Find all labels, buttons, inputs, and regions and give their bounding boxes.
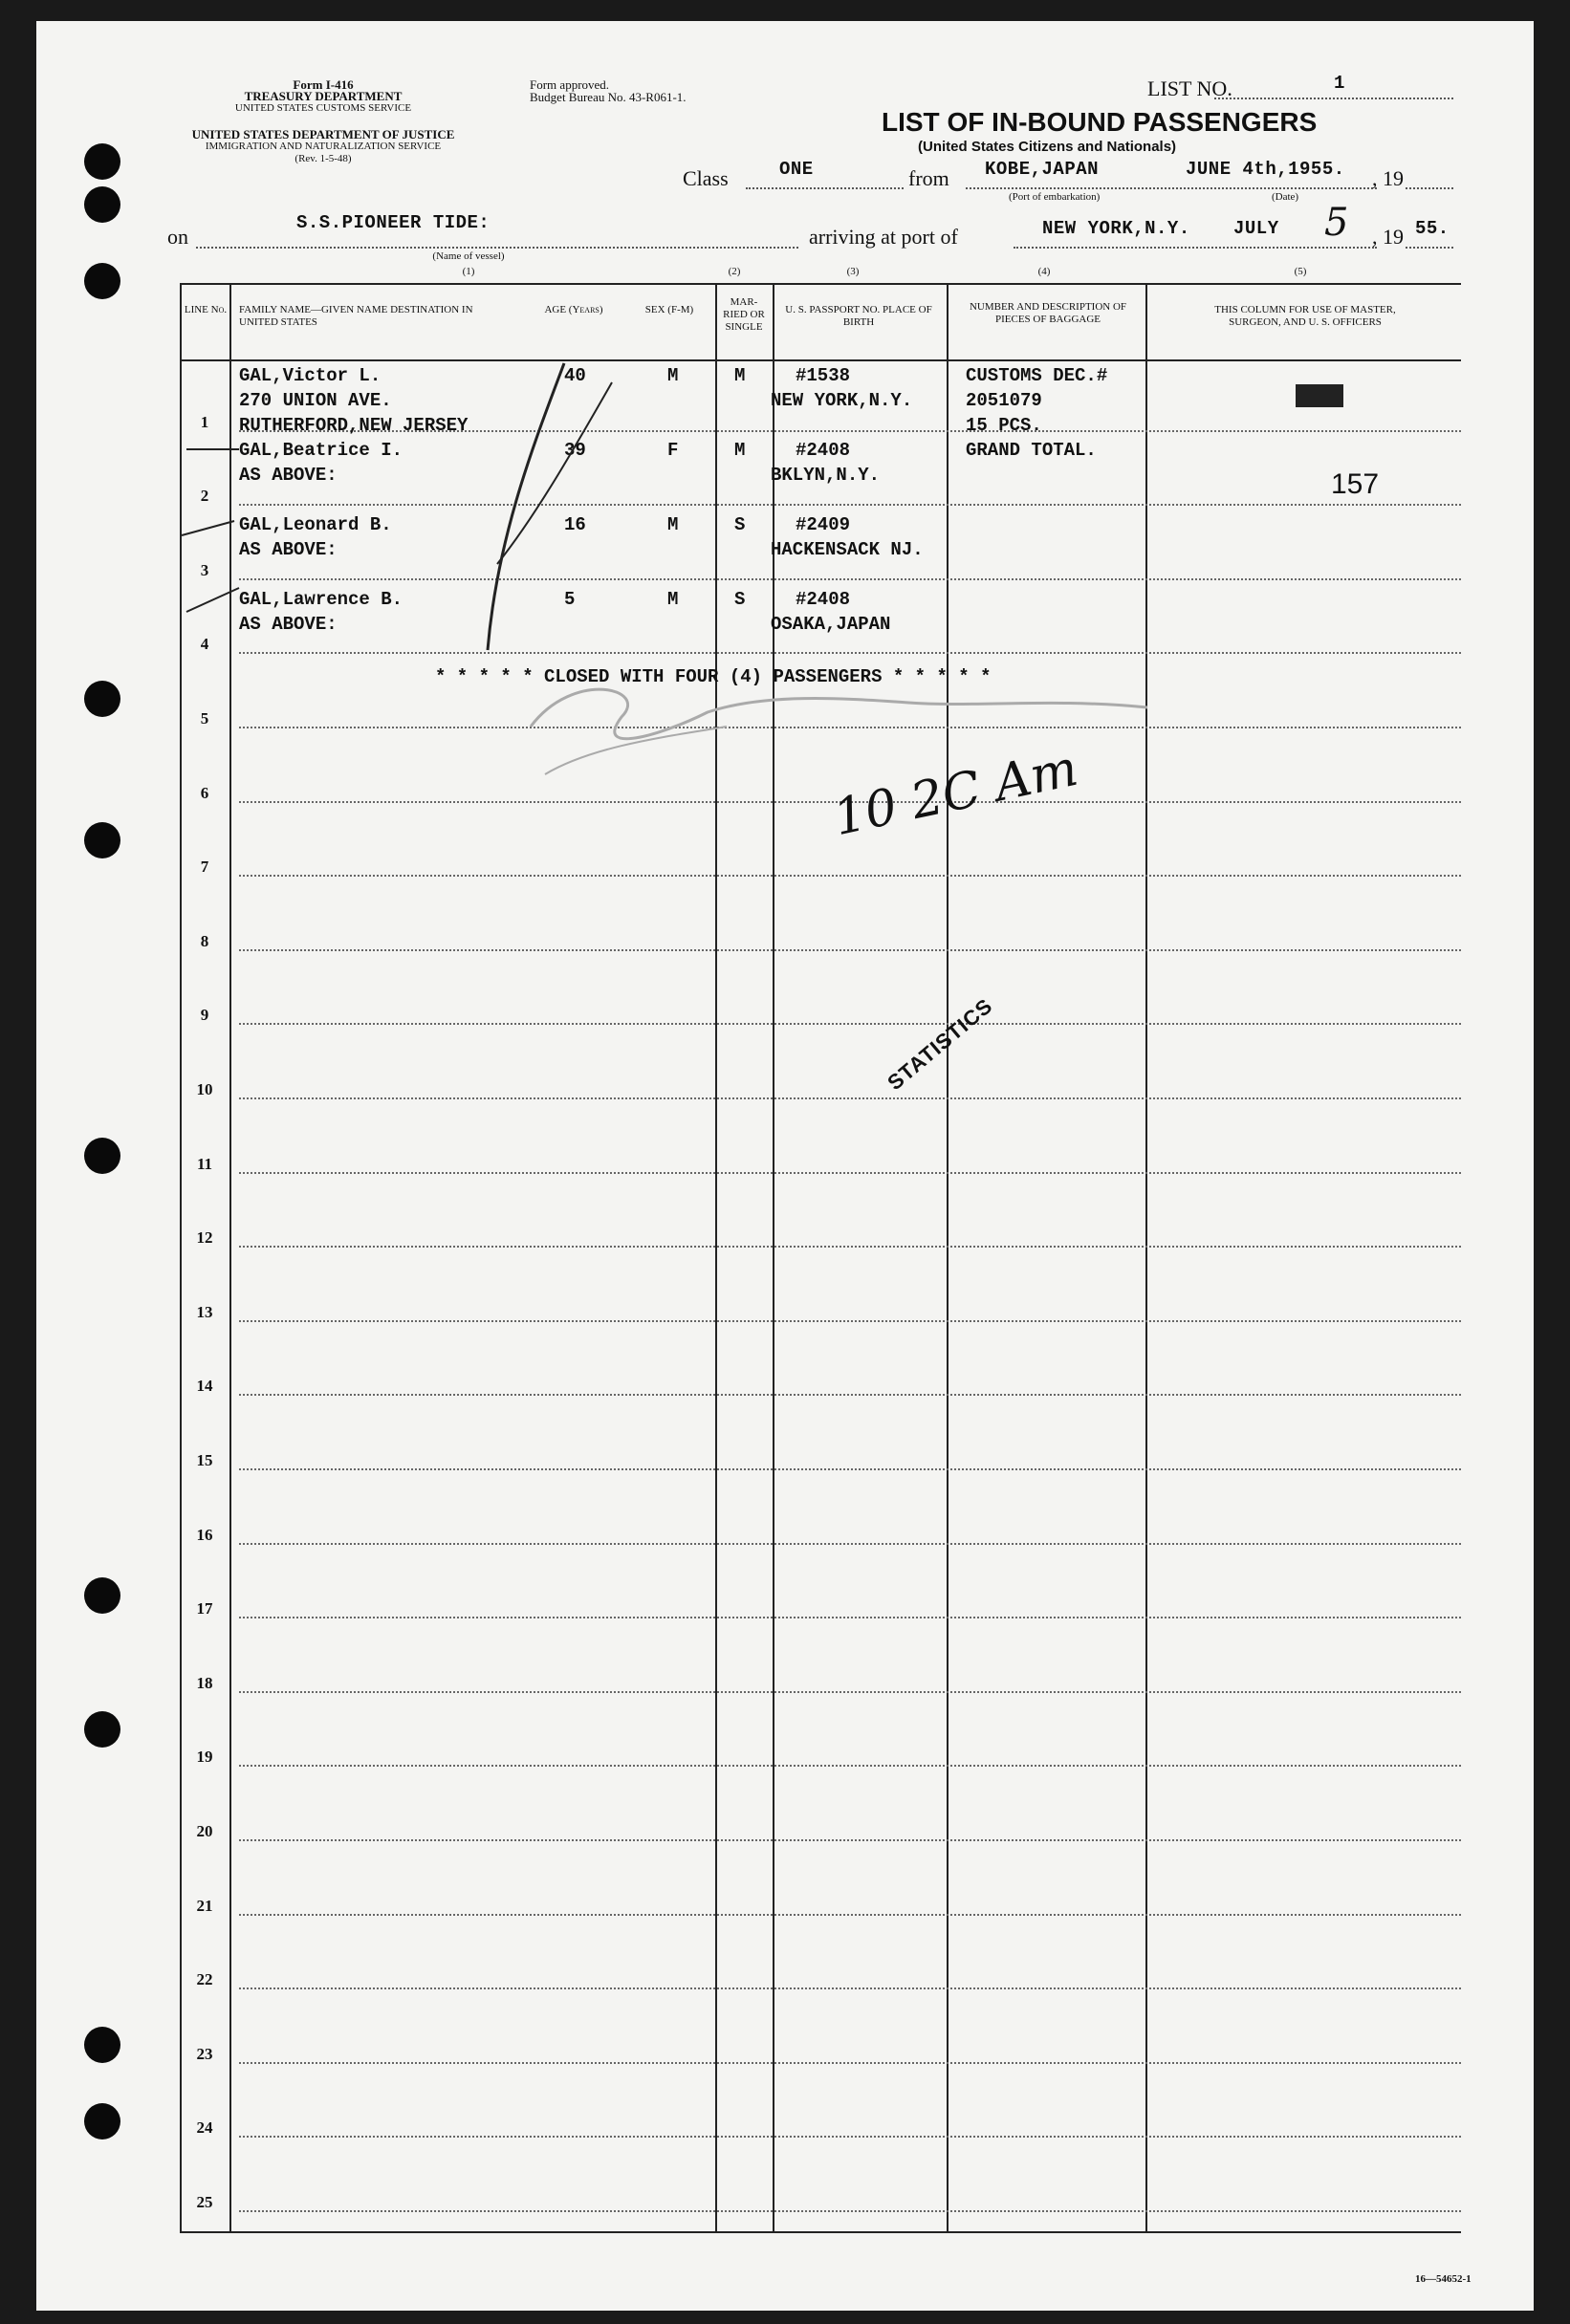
- line-number: 5: [200, 709, 209, 728]
- arriving-label: arriving at port of: [809, 225, 958, 249]
- line-number: 22: [196, 1970, 213, 1989]
- justice-dept: UNITED STATES DEPARTMENT OF JUSTICE: [191, 127, 455, 141]
- passenger-sex: M: [667, 589, 679, 610]
- line-number: 7: [200, 858, 209, 877]
- list-no-label: LIST NO.: [1147, 76, 1232, 100]
- col-header-married: MAR- RIED OR SINGLE: [723, 296, 765, 333]
- line-number: 12: [196, 1228, 213, 1248]
- class-label: Class: [683, 166, 729, 190]
- passenger-birthplace: NEW YORK,N.Y.: [771, 390, 913, 411]
- customs-service: UNITED STATES CUSTOMS SERVICE: [234, 102, 412, 114]
- line-number: 19: [196, 1748, 213, 1767]
- baggage-dec-number: 2051079: [966, 390, 1042, 411]
- baggage-customs-dec: CUSTOMS DEC.#: [966, 365, 1108, 386]
- passenger-passport: #2408: [796, 440, 851, 461]
- line-number: 2: [200, 487, 209, 506]
- col-header-baggage: NUMBER AND DESCRIPTION OF PIECES OF BAGGAGE: [969, 301, 1127, 325]
- passenger-sex: M: [667, 365, 679, 386]
- line-number: 1: [200, 412, 209, 431]
- arrival-day: 5: [1324, 201, 1349, 245]
- passenger-sex: F: [667, 440, 679, 461]
- embarkation-date: JUNE 4th,1955.: [1186, 159, 1345, 180]
- closing-statement: * * * * * CLOSED WITH FOUR (4) PASSENGERS * * * * *: [435, 666, 992, 687]
- vessel-name: S.S.PIONEER TIDE:: [296, 212, 491, 233]
- passenger-destination: AS ABOVE:: [239, 614, 338, 635]
- treasury-dept: TREASURY DEPARTMENT: [244, 89, 403, 103]
- line-number: 8: [200, 931, 209, 950]
- line-number: 20: [196, 1822, 213, 1840]
- line-number: 11: [196, 1154, 213, 1173]
- arrival-year: 55.: [1415, 218, 1450, 239]
- line-number: 23: [196, 2044, 213, 2063]
- line-number: 3: [200, 560, 209, 579]
- baggage-pieces: 15 PCS.: [966, 415, 1042, 436]
- from-label: from: [908, 166, 949, 190]
- line-number: 13: [196, 1302, 213, 1321]
- signature: [531, 689, 1147, 739]
- col-header-sex: SEX (F-M): [644, 304, 694, 315]
- passenger-sex: M: [667, 514, 679, 535]
- ins-service: IMMIGRATION AND NATURALIZATION SERVICE: [205, 141, 442, 152]
- line-number: 6: [200, 783, 209, 802]
- line-number: 24: [196, 2118, 213, 2138]
- line-number: 4: [200, 635, 209, 654]
- statistics-stamp: STATISTICS: [883, 993, 997, 1096]
- col-header-officers: THIS COLUMN FOR USE OF MASTER, SURGEON, AND U. S. OFFICERS: [1214, 304, 1396, 328]
- col-index-4: (4): [1037, 266, 1051, 277]
- page-subtitle: (United States Citizens and Nationals): [918, 139, 1177, 155]
- class-value: ONE: [779, 159, 814, 180]
- passenger-passport: #2409: [796, 514, 851, 535]
- col-header-passport: U. S. PASSPORT NO. PLACE OF BIRTH: [785, 304, 932, 328]
- arrival-month: JULY: [1233, 218, 1279, 239]
- col-header-name: FAMILY NAME—GIVEN NAME DESTINATION IN UNITED STATES: [239, 304, 473, 328]
- passenger-destination: AS ABOVE:: [239, 465, 338, 486]
- handwritten-time: 10 2C Am: [828, 739, 1083, 848]
- line-number: 15: [196, 1451, 213, 1469]
- col-index-1: (1): [462, 266, 475, 277]
- officer-count: 157: [1331, 468, 1380, 500]
- passenger-name: GAL,Lawrence B.: [239, 589, 403, 610]
- passenger-destination: AS ABOVE:: [239, 539, 338, 560]
- passenger-destination: 270 UNION AVE.: [239, 390, 392, 411]
- passenger-passport: #2408: [796, 589, 851, 610]
- year-prefix: , 19: [1372, 166, 1404, 190]
- arrival-year-prefix: , 19: [1372, 225, 1404, 249]
- line-number: 16: [196, 1525, 213, 1544]
- line-number: 18: [196, 1673, 213, 1692]
- footer-code: 16—54652-1: [1415, 2273, 1472, 2285]
- passenger-marital-status: M: [734, 365, 746, 386]
- pen-stroke: [488, 363, 564, 650]
- arrival-port: NEW YORK,N.Y.: [1042, 218, 1190, 239]
- list-no-value: 1: [1334, 73, 1345, 94]
- line-number: 25: [196, 2193, 213, 2211]
- form-approved: Form approved.: [530, 77, 610, 92]
- passenger-age: 40: [564, 365, 586, 386]
- passenger-destination-2: RUTHERFORD,NEW JERSEY: [239, 415, 469, 436]
- line-number: 10: [196, 1080, 213, 1098]
- passenger-marital-status: S: [734, 514, 746, 535]
- page-title: LIST OF IN-BOUND PASSENGERS: [882, 107, 1318, 137]
- vessel-caption: (Name of vessel): [432, 250, 505, 262]
- passenger-marital-status: S: [734, 589, 746, 610]
- passenger-name: GAL,Beatrice I.: [239, 440, 403, 461]
- on-label: on: [167, 225, 188, 249]
- tick-marks: [182, 449, 239, 612]
- col-header-line: LINE No.: [184, 304, 228, 315]
- signature-underline: [545, 727, 727, 774]
- baggage-grand-total: GRAND TOTAL.: [966, 440, 1097, 461]
- port-caption: (Port of embarkation): [1009, 191, 1101, 203]
- revision-date: (Rev. 1-5-48): [294, 153, 352, 164]
- form-number: Form I-416: [293, 77, 354, 92]
- passenger-age: 5: [564, 589, 576, 610]
- passenger-marital-status: M: [734, 440, 746, 461]
- line-number: 14: [196, 1377, 213, 1396]
- pen-stroke: [497, 382, 612, 564]
- passenger-passport: #1538: [796, 365, 851, 386]
- passenger-age: 39: [564, 440, 586, 461]
- passenger-birthplace: OSAKA,JAPAN: [771, 614, 891, 635]
- date-caption: (Date): [1272, 191, 1299, 203]
- passenger-birthplace: HACKENSACK NJ.: [771, 539, 924, 560]
- passenger-name: GAL,Leonard B.: [239, 514, 392, 535]
- col-index-2: (2): [728, 266, 741, 277]
- budget-bureau: Budget Bureau No. 43-R061-1.: [530, 90, 687, 104]
- passenger-name: GAL,Victor L.: [239, 365, 382, 386]
- line-number: 17: [196, 1599, 213, 1618]
- col-index-5: (5): [1294, 266, 1307, 277]
- passenger-birthplace: BKLYN,N.Y.: [771, 465, 881, 486]
- port-of-embarkation: KOBE,JAPAN: [985, 159, 1100, 180]
- col-header-age: AGE (Years): [544, 304, 603, 315]
- passenger-age: 16: [564, 514, 586, 535]
- line-number: 21: [196, 1896, 213, 1915]
- line-number: 9: [200, 1006, 209, 1025]
- col-index-3: (3): [846, 266, 860, 277]
